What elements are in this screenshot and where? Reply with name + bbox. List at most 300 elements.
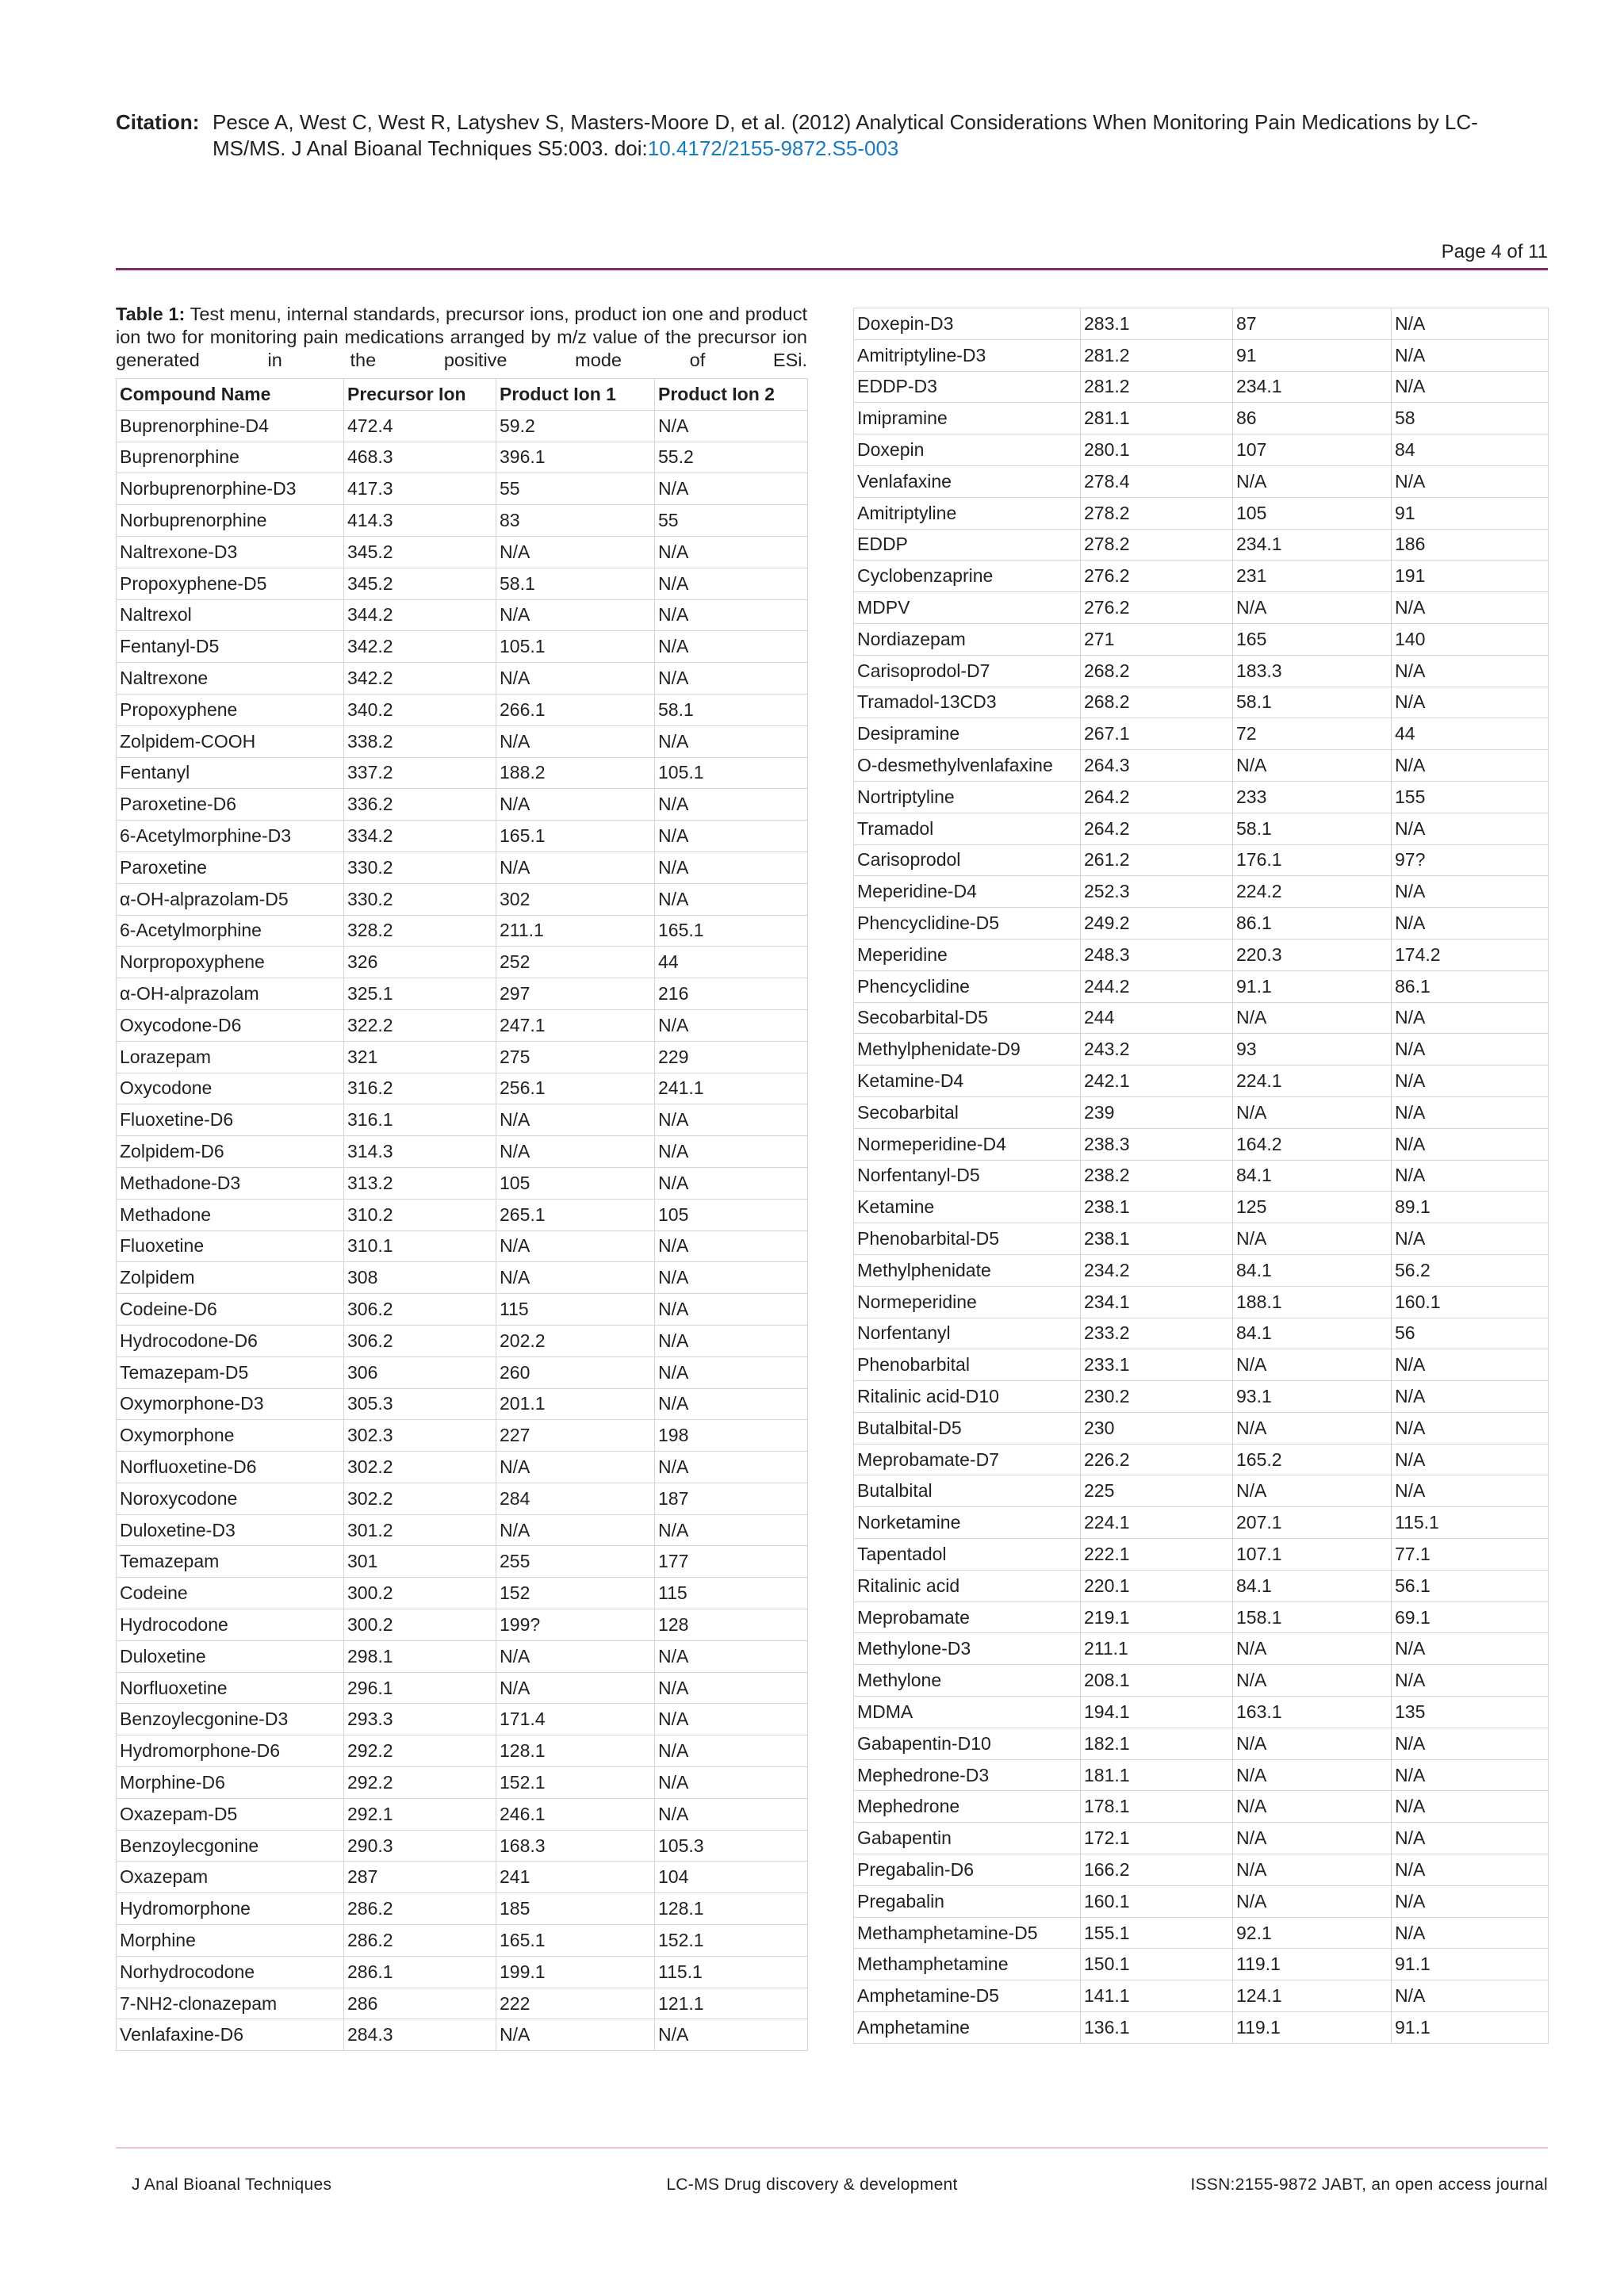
compound-name-cell: Norbuprenorphine-D3 [117, 473, 344, 505]
product-ion-2-cell: 55 [655, 505, 808, 537]
product-ion-2-cell: N/A [655, 1357, 808, 1388]
table-row [117, 1640, 808, 1672]
product-ion-1-cell: 93 [1233, 1034, 1392, 1066]
product-ion-1-cell: 171.4 [496, 1704, 655, 1735]
product-ion-1-cell: 165.2 [1233, 1444, 1392, 1475]
precursor-ion-cell: 306.2 [344, 1294, 496, 1326]
table-row [854, 655, 1549, 687]
table-row [117, 757, 808, 789]
product-ion-2-cell: N/A [1392, 1381, 1549, 1413]
table-row [117, 1199, 808, 1230]
product-ion-1-cell: 119.1 [1233, 1949, 1392, 1980]
table-row [854, 1286, 1549, 1318]
precursor-ion-cell: 302.3 [344, 1420, 496, 1452]
precursor-ion-cell: 292.2 [344, 1735, 496, 1767]
table-row [117, 1672, 808, 1704]
precursor-ion-cell: 166.2 [1081, 1854, 1233, 1886]
product-ion-1-cell: 91 [1233, 339, 1392, 371]
product-ion-2-cell: N/A [1392, 1475, 1549, 1507]
table-row [854, 529, 1549, 561]
table-row [117, 505, 808, 537]
product-ion-1-cell: 165.1 [496, 821, 655, 852]
product-ion-1-cell: 185 [496, 1893, 655, 1925]
compound-name-cell: Phencyclidine [854, 970, 1081, 1002]
compound-name-cell: Naltrexol [117, 599, 344, 631]
compound-name-cell: Ritalinic acid [854, 1570, 1081, 1601]
product-ion-1-cell: 199? [496, 1609, 655, 1641]
compound-name-cell: Propoxyphene-D5 [117, 568, 344, 599]
precursor-ion-cell: 261.2 [1081, 844, 1233, 876]
product-ion-2-cell: 177 [655, 1546, 808, 1578]
compound-name-cell: Mephedrone [854, 1791, 1081, 1823]
table-row [117, 1893, 808, 1925]
page-number: Page 4 of 11 [1441, 241, 1548, 262]
product-ion-1-cell: 152 [496, 1578, 655, 1609]
product-ion-2-cell: N/A [1392, 1223, 1549, 1255]
product-ion-2-cell: 91.1 [1392, 1949, 1549, 1980]
product-ion-2-cell: 44 [655, 947, 808, 978]
product-ion-1-cell: 125 [1233, 1192, 1392, 1223]
precursor-ion-cell: 334.2 [344, 821, 496, 852]
table-row [854, 1854, 1549, 1886]
product-ion-1-cell: 165.1 [496, 1925, 655, 1957]
product-ion-1-cell: N/A [1233, 1223, 1392, 1255]
precursor-ion-cell: 219.1 [1081, 1601, 1233, 1633]
product-ion-1-cell: 152.1 [496, 1767, 655, 1799]
table-row [117, 1798, 808, 1830]
compound-name-cell: Pregabalin [854, 1885, 1081, 1917]
product-ion-2-cell: 165.1 [655, 915, 808, 947]
precursor-ion-cell: 290.3 [344, 1830, 496, 1862]
table-row [117, 851, 808, 883]
product-ion-2-cell: N/A [655, 1514, 808, 1546]
table-row [854, 1539, 1549, 1571]
table-row [117, 2019, 808, 2051]
product-ion-2-cell: 128.1 [655, 1893, 808, 1925]
product-ion-2-cell: N/A [1392, 1444, 1549, 1475]
table-row [117, 789, 808, 821]
product-ion-1-cell: N/A [1233, 1633, 1392, 1665]
table-row [117, 1167, 808, 1199]
precursor-ion-cell: 276.2 [1081, 592, 1233, 624]
compound-name-cell: Naltrexone [117, 663, 344, 695]
precursor-ion-cell: 326 [344, 947, 496, 978]
product-ion-1-cell: N/A [1233, 1728, 1392, 1759]
product-ion-1-cell: N/A [496, 1640, 655, 1672]
compound-name-cell: Tramadol-13CD3 [854, 687, 1081, 718]
table-row [854, 1192, 1549, 1223]
precursor-ion-cell: 325.1 [344, 978, 496, 1010]
table-row [854, 623, 1549, 655]
table-row [117, 1483, 808, 1514]
compound-name-cell: α-OH-alprazolam [117, 978, 344, 1010]
table-row [854, 561, 1549, 592]
product-ion-2-cell: 152.1 [655, 1925, 808, 1957]
table-row [854, 1507, 1549, 1539]
precursor-ion-cell: 243.2 [1081, 1034, 1233, 1066]
precursor-ion-cell: 287 [344, 1862, 496, 1893]
compound-name-cell: Norketamine [854, 1507, 1081, 1539]
table-right [853, 308, 1549, 2044]
precursor-ion-cell: 322.2 [344, 1009, 496, 1041]
compound-name-cell: O-desmethylvenlafaxine [854, 750, 1081, 782]
table-row [117, 1546, 808, 1578]
precursor-ion-cell: 302.2 [344, 1452, 496, 1483]
precursor-ion-cell: 160.1 [1081, 1885, 1233, 1917]
precursor-ion-cell: 301 [344, 1546, 496, 1578]
precursor-ion-cell: 222.1 [1081, 1539, 1233, 1571]
product-ion-1-cell: 107.1 [1233, 1539, 1392, 1571]
precursor-ion-cell: 268.2 [1081, 655, 1233, 687]
compound-name-cell: Oxycodone-D6 [117, 1009, 344, 1041]
header-product-ion-1: Product Ion 1 [496, 379, 655, 411]
table-row [854, 908, 1549, 939]
product-ion-1-cell: 231 [1233, 561, 1392, 592]
compound-name-cell: Tapentadol [854, 1539, 1081, 1571]
product-ion-2-cell: N/A [1392, 1728, 1549, 1759]
compound-name-cell: Buprenorphine-D4 [117, 410, 344, 442]
precursor-ion-cell: 242.1 [1081, 1066, 1233, 1097]
compound-name-cell: Phencyclidine-D5 [854, 908, 1081, 939]
compound-name-cell: Imipramine [854, 403, 1081, 434]
precursor-ion-cell: 293.3 [344, 1704, 496, 1735]
compound-name-cell: Norfluoxetine [117, 1672, 344, 1704]
precursor-ion-cell: 340.2 [344, 694, 496, 725]
compound-name-cell: Methylone-D3 [854, 1633, 1081, 1665]
citation-text: Pesce A, West C, West R, Latyshev S, Masters-Moore D, et al. (2012) Analytical Considerations When Monitoring Pain Medications by LC-MS/MS. J Anal Bioanal Techniques S5:003. doi: [213, 110, 1478, 160]
precursor-ion-cell: 252.3 [1081, 876, 1233, 908]
product-ion-1-cell: 207.1 [1233, 1507, 1392, 1539]
caption-label: Table 1: [116, 304, 186, 324]
precursor-ion-cell: 283.1 [1081, 308, 1233, 340]
product-ion-2-cell: 216 [655, 978, 808, 1010]
product-ion-2-cell: 115.1 [1392, 1507, 1549, 1539]
precursor-ion-cell: 230 [1081, 1412, 1233, 1444]
precursor-ion-cell: 468.3 [344, 442, 496, 473]
product-ion-1-cell: 107 [1233, 434, 1392, 466]
table-row [854, 813, 1549, 844]
compound-name-cell: Phenobarbital-D5 [854, 1223, 1081, 1255]
table-row [854, 1128, 1549, 1160]
product-ion-1-cell: 227 [496, 1420, 655, 1452]
precursor-ion-cell: 321 [344, 1041, 496, 1073]
product-ion-1-cell: 220.3 [1233, 939, 1392, 970]
compound-name-cell: Amphetamine-D5 [854, 1980, 1081, 2012]
footer-section: LC-MS Drug discovery & development [666, 2175, 958, 2194]
precursor-ion-cell: 182.1 [1081, 1728, 1233, 1759]
product-ion-2-cell: N/A [655, 1798, 808, 1830]
compound-name-cell: Methylphenidate-D9 [854, 1034, 1081, 1066]
table-row [117, 663, 808, 695]
table-row [117, 725, 808, 757]
product-ion-1-cell: 234.1 [1233, 529, 1392, 561]
product-ion-1-cell: 234.1 [1233, 371, 1392, 403]
table-row [854, 1412, 1549, 1444]
table-row [117, 1767, 808, 1799]
table-row [854, 465, 1549, 497]
precursor-ion-cell: 239 [1081, 1096, 1233, 1128]
product-ion-1-cell: 297 [496, 978, 655, 1010]
product-ion-1-cell: 128.1 [496, 1735, 655, 1767]
product-ion-1-cell: 59.2 [496, 410, 655, 442]
compound-name-cell: Hydrocodone [117, 1609, 344, 1641]
compound-name-cell: Fentanyl-D5 [117, 631, 344, 663]
precursor-ion-cell: 342.2 [344, 631, 496, 663]
precursor-ion-cell: 336.2 [344, 789, 496, 821]
precursor-ion-cell: 278.2 [1081, 529, 1233, 561]
compound-name-cell: Oxymorphone-D3 [117, 1388, 344, 1420]
product-ion-2-cell: N/A [1392, 908, 1549, 939]
product-ion-2-cell: N/A [1392, 1854, 1549, 1886]
table-caption [116, 303, 807, 372]
product-ion-1-cell: N/A [1233, 592, 1392, 624]
citation-body [116, 109, 1551, 162]
compound-name-cell: Meprobamate [854, 1601, 1081, 1633]
precursor-ion-cell: 238.2 [1081, 1160, 1233, 1192]
product-ion-2-cell: 44 [1392, 718, 1549, 750]
product-ion-1-cell: 105 [496, 1167, 655, 1199]
compound-name-cell: Morphine-D6 [117, 1767, 344, 1799]
precursor-ion-cell: 150.1 [1081, 1949, 1233, 1980]
table-row [117, 599, 808, 631]
precursor-ion-cell: 278.2 [1081, 497, 1233, 529]
table-row [117, 1325, 808, 1357]
table-row [117, 1578, 808, 1609]
product-ion-2-cell: N/A [1392, 371, 1549, 403]
product-ion-2-cell: 105 [655, 1199, 808, 1230]
table-row [854, 1759, 1549, 1791]
product-ion-1-cell: N/A [496, 1672, 655, 1704]
product-ion-1-cell: 188.1 [1233, 1286, 1392, 1318]
precursor-ion-cell: 286.1 [344, 1956, 496, 1988]
table-row [117, 1830, 808, 1862]
precursor-ion-cell: 306 [344, 1357, 496, 1388]
product-ion-2-cell: 174.2 [1392, 939, 1549, 970]
compound-name-cell: Methamphetamine-D5 [854, 1917, 1081, 1949]
product-ion-2-cell: N/A [1392, 687, 1549, 718]
product-ion-1-cell: N/A [1233, 1096, 1392, 1128]
product-ion-2-cell: N/A [1392, 1791, 1549, 1823]
compound-name-cell: Carisoprodol-D7 [854, 655, 1081, 687]
precursor-ion-cell: 345.2 [344, 536, 496, 568]
table-row [854, 2012, 1549, 2044]
table-row [854, 1444, 1549, 1475]
product-ion-1-cell: 86 [1233, 403, 1392, 434]
table-row [854, 1475, 1549, 1507]
product-ion-1-cell: 211.1 [496, 915, 655, 947]
table-row [854, 1570, 1549, 1601]
product-ion-2-cell: N/A [1392, 1412, 1549, 1444]
table-row [854, 844, 1549, 876]
compound-name-cell: Tramadol [854, 813, 1081, 844]
precursor-ion-cell: 264.3 [1081, 750, 1233, 782]
product-ion-1-cell: 55 [496, 473, 655, 505]
table-row [117, 978, 808, 1010]
compound-name-cell: Noroxycodone [117, 1483, 344, 1514]
product-ion-2-cell: N/A [1392, 655, 1549, 687]
product-ion-2-cell: N/A [1392, 1665, 1549, 1697]
product-ion-2-cell: 115 [655, 1578, 808, 1609]
product-ion-1-cell: 168.3 [496, 1830, 655, 1862]
compound-name-cell: Duloxetine-D3 [117, 1514, 344, 1546]
precursor-ion-cell: 296.1 [344, 1672, 496, 1704]
compound-name-cell: α-OH-alprazolam-D5 [117, 883, 344, 915]
product-ion-1-cell: N/A [496, 1452, 655, 1483]
product-ion-2-cell: 84 [1392, 434, 1549, 466]
product-ion-2-cell: N/A [655, 725, 808, 757]
table-row [117, 1230, 808, 1262]
precursor-ion-cell: 281.1 [1081, 403, 1233, 434]
product-ion-2-cell: N/A [655, 536, 808, 568]
table-row [117, 410, 808, 442]
table-row [117, 1104, 808, 1136]
precursor-ion-cell: 264.2 [1081, 813, 1233, 844]
precursor-ion-cell: 238.1 [1081, 1223, 1233, 1255]
compound-name-cell: Temazepam-D5 [117, 1357, 344, 1388]
product-ion-1-cell: 284 [496, 1483, 655, 1514]
footer-divider [116, 2147, 1548, 2149]
product-ion-1-cell: N/A [1233, 1002, 1392, 1034]
precursor-ion-cell: 298.1 [344, 1640, 496, 1672]
product-ion-2-cell: 91 [1392, 497, 1549, 529]
product-ion-1-cell: N/A [1233, 1759, 1392, 1791]
table-row [854, 687, 1549, 718]
table-row [117, 1988, 808, 2019]
product-ion-1-cell: 188.2 [496, 757, 655, 789]
header-compound-name: Compound Name [117, 379, 344, 411]
table-row [117, 883, 808, 915]
compound-name-cell: Fentanyl [117, 757, 344, 789]
product-ion-2-cell: 104 [655, 1862, 808, 1893]
compound-name-cell: Doxepin-D3 [854, 308, 1081, 340]
compound-name-cell: Oxycodone [117, 1073, 344, 1104]
product-ion-1-cell: N/A [1233, 1885, 1392, 1917]
product-ion-2-cell: 241.1 [655, 1073, 808, 1104]
compound-name-cell: EDDP-D3 [854, 371, 1081, 403]
table-row [117, 1041, 808, 1073]
precursor-ion-cell: 300.2 [344, 1609, 496, 1641]
compound-name-cell: EDDP [854, 529, 1081, 561]
precursor-ion-cell: 302.2 [344, 1483, 496, 1514]
product-ion-2-cell: N/A [655, 1325, 808, 1357]
compound-name-cell: Gabapentin [854, 1823, 1081, 1854]
table-row [117, 1136, 808, 1168]
compound-name-cell: Gabapentin-D10 [854, 1728, 1081, 1759]
compound-name-cell: Zolpidem [117, 1262, 344, 1294]
precursor-ion-cell: 338.2 [344, 725, 496, 757]
product-ion-2-cell: N/A [655, 1388, 808, 1420]
table-row [854, 308, 1549, 340]
table-row [854, 970, 1549, 1002]
table-row [117, 915, 808, 947]
table-row [117, 1009, 808, 1041]
precursor-ion-cell: 281.2 [1081, 371, 1233, 403]
product-ion-1-cell: 275 [496, 1041, 655, 1073]
table-row [117, 1420, 808, 1452]
product-ion-2-cell: N/A [655, 1735, 808, 1767]
table-row [117, 1357, 808, 1388]
precursor-ion-cell: 308 [344, 1262, 496, 1294]
table-row [117, 1073, 808, 1104]
product-ion-2-cell: N/A [655, 1452, 808, 1483]
compound-name-cell: Hydromorphone [117, 1893, 344, 1925]
table-row [854, 497, 1549, 529]
precursor-ion-cell: 313.2 [344, 1167, 496, 1199]
product-ion-1-cell: 83 [496, 505, 655, 537]
product-ion-2-cell: 91.1 [1392, 2012, 1549, 2044]
table-header-row [117, 379, 808, 411]
table-row [854, 1223, 1549, 1255]
compound-name-cell: Normeperidine [854, 1286, 1081, 1318]
product-ion-2-cell: 191 [1392, 561, 1549, 592]
precursor-ion-cell: 230.2 [1081, 1381, 1233, 1413]
product-ion-1-cell: 115 [496, 1294, 655, 1326]
compound-name-cell: Venlafaxine-D6 [117, 2019, 344, 2051]
table-row [854, 718, 1549, 750]
product-ion-2-cell: N/A [655, 473, 808, 505]
compound-name-cell: Hydrocodone-D6 [117, 1325, 344, 1357]
product-ion-1-cell: 165 [1233, 623, 1392, 655]
compound-name-cell: Codeine-D6 [117, 1294, 344, 1326]
compound-name-cell: Cyclobenzaprine [854, 561, 1081, 592]
product-ion-1-cell: N/A [1233, 1349, 1392, 1381]
table-row [117, 442, 808, 473]
compound-name-cell: Hydromorphone-D6 [117, 1735, 344, 1767]
product-ion-2-cell: N/A [655, 1294, 808, 1326]
precursor-ion-cell: 181.1 [1081, 1759, 1233, 1791]
product-ion-2-cell: 105.1 [655, 757, 808, 789]
product-ion-2-cell: N/A [655, 568, 808, 599]
product-ion-1-cell: N/A [496, 599, 655, 631]
table-row [854, 1980, 1549, 2012]
product-ion-1-cell: N/A [496, 2019, 655, 2051]
doi-link[interactable]: 10.4172/2155-9872.S5-003 [647, 136, 899, 160]
product-ion-1-cell: 256.1 [496, 1073, 655, 1104]
precursor-ion-cell: 292.1 [344, 1798, 496, 1830]
product-ion-1-cell: N/A [1233, 1665, 1392, 1697]
product-ion-2-cell: N/A [655, 883, 808, 915]
footer-journal: J Anal Bioanal Techniques [132, 2175, 332, 2194]
compound-name-cell: Benzoylecgonine-D3 [117, 1704, 344, 1735]
product-ion-2-cell: 97? [1392, 844, 1549, 876]
product-ion-1-cell: 58.1 [1233, 813, 1392, 844]
compound-name-cell: Methadone-D3 [117, 1167, 344, 1199]
product-ion-2-cell: N/A [655, 1640, 808, 1672]
precursor-ion-cell: 330.2 [344, 851, 496, 883]
product-ion-2-cell: N/A [655, 1767, 808, 1799]
table-row [117, 1514, 808, 1546]
table-row [117, 1294, 808, 1326]
product-ion-2-cell: N/A [655, 851, 808, 883]
table-row [117, 536, 808, 568]
precursor-ion-cell: 316.2 [344, 1073, 496, 1104]
table-row [854, 1791, 1549, 1823]
precursor-ion-cell: 267.1 [1081, 718, 1233, 750]
product-ion-1-cell: N/A [1233, 750, 1392, 782]
precursor-ion-cell: 238.1 [1081, 1192, 1233, 1223]
compound-name-cell: Fluoxetine [117, 1230, 344, 1262]
table-row [854, 1633, 1549, 1665]
precursor-ion-cell: 305.3 [344, 1388, 496, 1420]
product-ion-1-cell: N/A [496, 851, 655, 883]
product-ion-2-cell: N/A [1392, 465, 1549, 497]
compound-name-cell: Meperidine-D4 [854, 876, 1081, 908]
table-row [117, 1925, 808, 1957]
compound-name-cell: Venlafaxine [854, 465, 1081, 497]
compound-name-cell: Ketamine [854, 1192, 1081, 1223]
product-ion-1-cell: 396.1 [496, 442, 655, 473]
table-row [117, 1956, 808, 1988]
